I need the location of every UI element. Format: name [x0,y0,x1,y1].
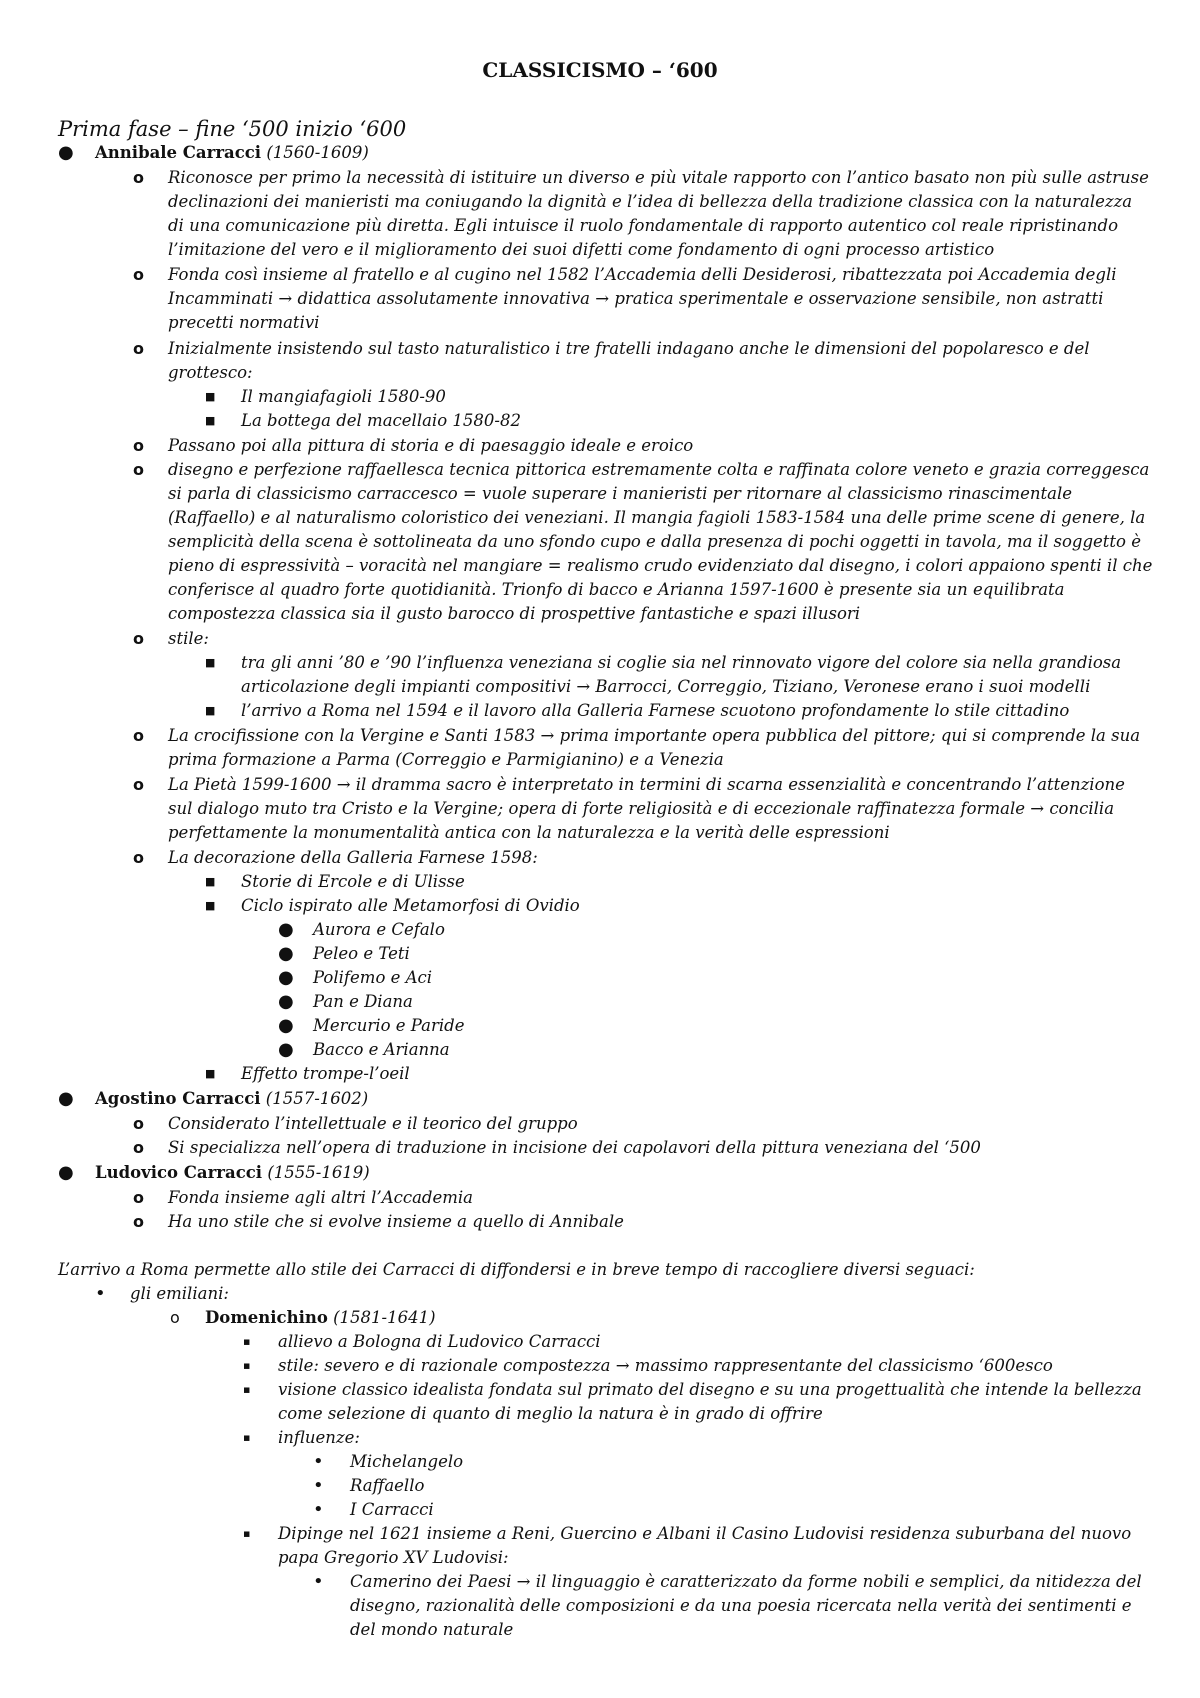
list-item: La bottega del macellaio 1580-82 [241,411,521,430]
text-line: Passano poi alla pittura di storia e di paesaggio ideale e eroico [168,436,694,455]
list-item: influenze: [278,1428,360,1447]
bullet-square-icon: ■ [205,704,216,717]
bullet-circle-icon: o [133,1138,144,1157]
text-line: disegno, razionalità delle composizioni e da una poesia ricercata nella verità dei sentimenti e [350,1596,1132,1615]
bullet-square-icon: ▪ [243,1527,251,1540]
bullet-dot-icon: • [313,1499,324,1520]
text-line: compostezza classica sia il gusto barocco di prospettive fantastiche e spazi illusori [168,604,861,623]
text-line: papa Gregorio XV Ludovisi: [278,1548,509,1567]
text-line: prima formazione a Parma (Correggio e Parmigianino) e a Venezia [168,750,724,769]
text-line: (Raffaello) e al naturalismo coloristico dei veneziani. Il mangia fagioli 1583-1584 una delle prime scene di genere, la [168,508,1146,527]
text-line: Inizialmente insistendo sul tasto naturalistico i tre fratelli indagano anche le dimensioni del popolaresco e del [168,339,1090,358]
text-line: si parla di classicismo carraccesco = vuole superare i manieristi per ritornare al classicismo rinascimentale [168,484,1072,503]
text-line: pieno di espressività – voracità nel mangiare = realismo crudo evidenziato dal disegno, i colori appaiono spenti il che [168,556,1153,575]
bullet-dot-icon: ● [58,1162,74,1183]
text-line: del mondo naturale [350,1620,514,1639]
list-item: Aurora e Cefalo [313,920,445,939]
text-line: stile: [168,629,209,648]
list-item: Pan e Diana [313,992,413,1011]
bullet-circle-icon: o [170,1308,180,1327]
bullet-dot-icon: ● [278,1015,294,1036]
bullet-dot-icon: • [95,1283,106,1304]
text-line: La crocifissione con la Vergine e Santi 1583 → prima importante opera pubblica del pittore; qui si comprende la sua [168,726,1141,745]
bullet-circle-icon: o [133,629,144,648]
page-title: CLASSICISMO – ‘600 [482,58,718,82]
bullet-dot-icon: ● [58,142,74,163]
bullet-dot-icon: ● [278,967,294,988]
artist-name: Domenichino [205,1308,328,1327]
bullet-circle-icon: o [133,1212,144,1231]
artist-dates: (1560-1609) [266,143,369,162]
bullet-circle-icon: o [133,339,144,358]
list-item: Bacco e Arianna [313,1040,450,1059]
text-line: Considerato l’intellettuale e il teorico del gruppo [168,1114,578,1133]
text-line: grottesco: [168,363,253,382]
list-item: Peleo e Teti [313,944,410,963]
text-line: conferisce al quadro forte quotidianità. Trionfo di bacco e Arianna 1597-1600 è presente sia un equilibrata [168,580,1065,599]
list-item: Il mangiafagioli 1580-90 [241,387,446,406]
intro-text: L’arrivo a Roma permette allo stile dei Carracci di diffondersi e in breve tempo di raccogliere diversi seguaci: [58,1260,975,1279]
artist-domenichino [205,1307,436,1329]
text-line: Fonda così insieme al fratello e al cugino nel 1582 l’Accademia delli Desiderosi, ribattezzata poi Accademia degli [168,265,1117,284]
bullet-circle-icon: o [133,775,144,794]
list-item: Michelangelo [350,1452,464,1471]
list-item: allievo a Bologna di Ludovico Carracci [278,1332,601,1351]
bullet-dot-icon: • [313,1571,324,1592]
bullet-square-icon: ▪ [243,1335,251,1348]
text-line: Camerino dei Paesi → il linguaggio è caratterizzato da forme nobili e semplici, da nitidezza del [350,1572,1142,1591]
list-item: Polifemo e Aci [313,968,433,987]
bullet-dot-icon: • [313,1451,324,1472]
text-line: Dipinge nel 1621 insieme a Reni, Guercino e Albani il Casino Ludovisi residenza suburbana del nuovo [278,1524,1132,1543]
artist-name: Agostino Carracci [95,1089,261,1108]
text-line: come selezione di quanto di meglio la natura è in grado di offrire [278,1404,823,1423]
text-line: disegno e perfezione raffaellesca tecnica pittorica estremamente colta e raffinata colore veneto e grazia correggesca [168,460,1150,479]
text-line: La decorazione della Galleria Farnese 1598: [168,848,538,867]
text-line: semplicità della scena è sottolineata da uno sfondo cupo e dalla presenza di pochi oggetti in tavola, ma il soggetto è [168,532,1142,551]
bullet-dot-icon: ● [278,919,294,940]
text-line: tra gli anni ’80 e ’90 l’influenza veneziana si coglie sia nel rinnovato vigore del colore sia nella grandiosa [241,653,1122,672]
bullet-circle-icon: o [133,726,144,745]
bullet-square-icon: ■ [205,899,216,912]
bullet-circle-icon: o [133,1188,144,1207]
text-line: Incamminati → didattica assolutamente innovativa → pratica sperimentale e osservazione sensibile, non astratti [168,289,1104,308]
list-item: gli emiliani: [130,1284,229,1303]
bullet-dot-icon: ● [278,991,294,1012]
bullet-square-icon: ■ [205,656,216,669]
text-line: Fonda insieme agli altri l’Accademia [168,1188,474,1207]
section-heading: Prima fase – fine ‘500 inizio ‘600 [58,117,407,141]
bullet-square-icon: ▪ [243,1431,251,1444]
text-line: di una comunicazione più diretta. Egli intuisce il ruolo fondamentale di rapporto autentico col reale ripristinando [168,216,1119,235]
text-line: Si specializza nell’opera di traduzione in incisione dei capolavori della pittura veneziana del ‘500 [168,1138,981,1157]
artist-name: Ludovico Carracci [95,1163,263,1182]
text-line: l’arrivo a Roma nel 1594 e il lavoro alla Galleria Farnese scuotono profondamente lo stile cittadino [241,701,1070,720]
text-line: sul dialogo muto tra Cristo e la Vergine; opera di forte religiosità e di eccezionale raffinatezza formale → concilia [168,799,1115,818]
bullet-square-icon: ▪ [243,1359,251,1372]
artist-agostino [95,1088,368,1110]
text-line: articolazione degli impianti compositivi → Barrocci, Correggio, Tiziano, Veronese erano i suoi modelli [241,677,1091,696]
text-line: visione classico idealista fondata sul primato del disegno e su una progettualità che intende la bellezza [278,1380,1142,1399]
bullet-circle-icon: o [133,460,144,479]
artist-ludovico [95,1162,370,1184]
text-line: La Pietà 1599-1600 → il dramma sacro è interpretato in termini di scarna essenzialità e concentrando l’attenzione [168,775,1125,794]
list-item: Raffaello [350,1476,425,1495]
artist-annibale [95,142,369,164]
text-line: l’imitazione del vero e il miglioramento dei suoi difetti come fondamento di ogni processo artistico [168,240,995,259]
bullet-circle-icon: o [133,265,144,284]
text-line: Riconosce per primo la necessità di istituire un diverso e più vitale rapporto con l’antico basato non più sulle astruse [168,168,1149,187]
bullet-circle-icon: o [133,848,144,867]
bullet-dot-icon: • [313,1475,324,1496]
artist-dates: (1581-1641) [333,1308,436,1327]
bullet-square-icon: ▪ [243,1383,251,1396]
bullet-square-icon: ■ [205,1067,216,1080]
text-line: Ha uno stile che si evolve insieme a quello di Annibale [168,1212,624,1231]
bullet-dot-icon: ● [278,1039,294,1060]
list-item: Effetto trompe-l’oeil [241,1064,410,1083]
artist-dates: (1557-1602) [265,1089,369,1108]
list-item: Mercurio e Paride [313,1016,465,1035]
list-item: stile: severo e di razionale compostezza → massimo rappresentante del classicismo ‘600esco [278,1356,1053,1375]
artist-dates: (1555-1619) [267,1163,370,1182]
list-item: Storie di Ercole e di Ulisse [241,872,465,891]
bullet-square-icon: ■ [205,414,216,427]
bullet-circle-icon: o [133,168,144,187]
bullet-circle-icon: o [133,436,144,455]
list-item: I Carracci [350,1500,434,1519]
bullet-dot-icon: ● [278,943,294,964]
bullet-dot-icon: ● [58,1088,74,1109]
bullet-circle-icon: o [133,1114,144,1133]
text-line: declinazioni dei manieristi ma coniugando la dignità e l’idea di bellezza della tradizione classica con la naturalezza [168,192,1133,211]
artist-name: Annibale Carracci [95,143,262,162]
text-line: perfettamente la monumentalità antica con la naturalezza e la verità delle espressioni [168,823,890,842]
text-line: precetti normativi [168,313,320,332]
bullet-square-icon: ■ [205,875,216,888]
list-item: Ciclo ispirato alle Metamorfosi di Ovidio [241,896,580,915]
bullet-square-icon: ■ [205,390,216,403]
